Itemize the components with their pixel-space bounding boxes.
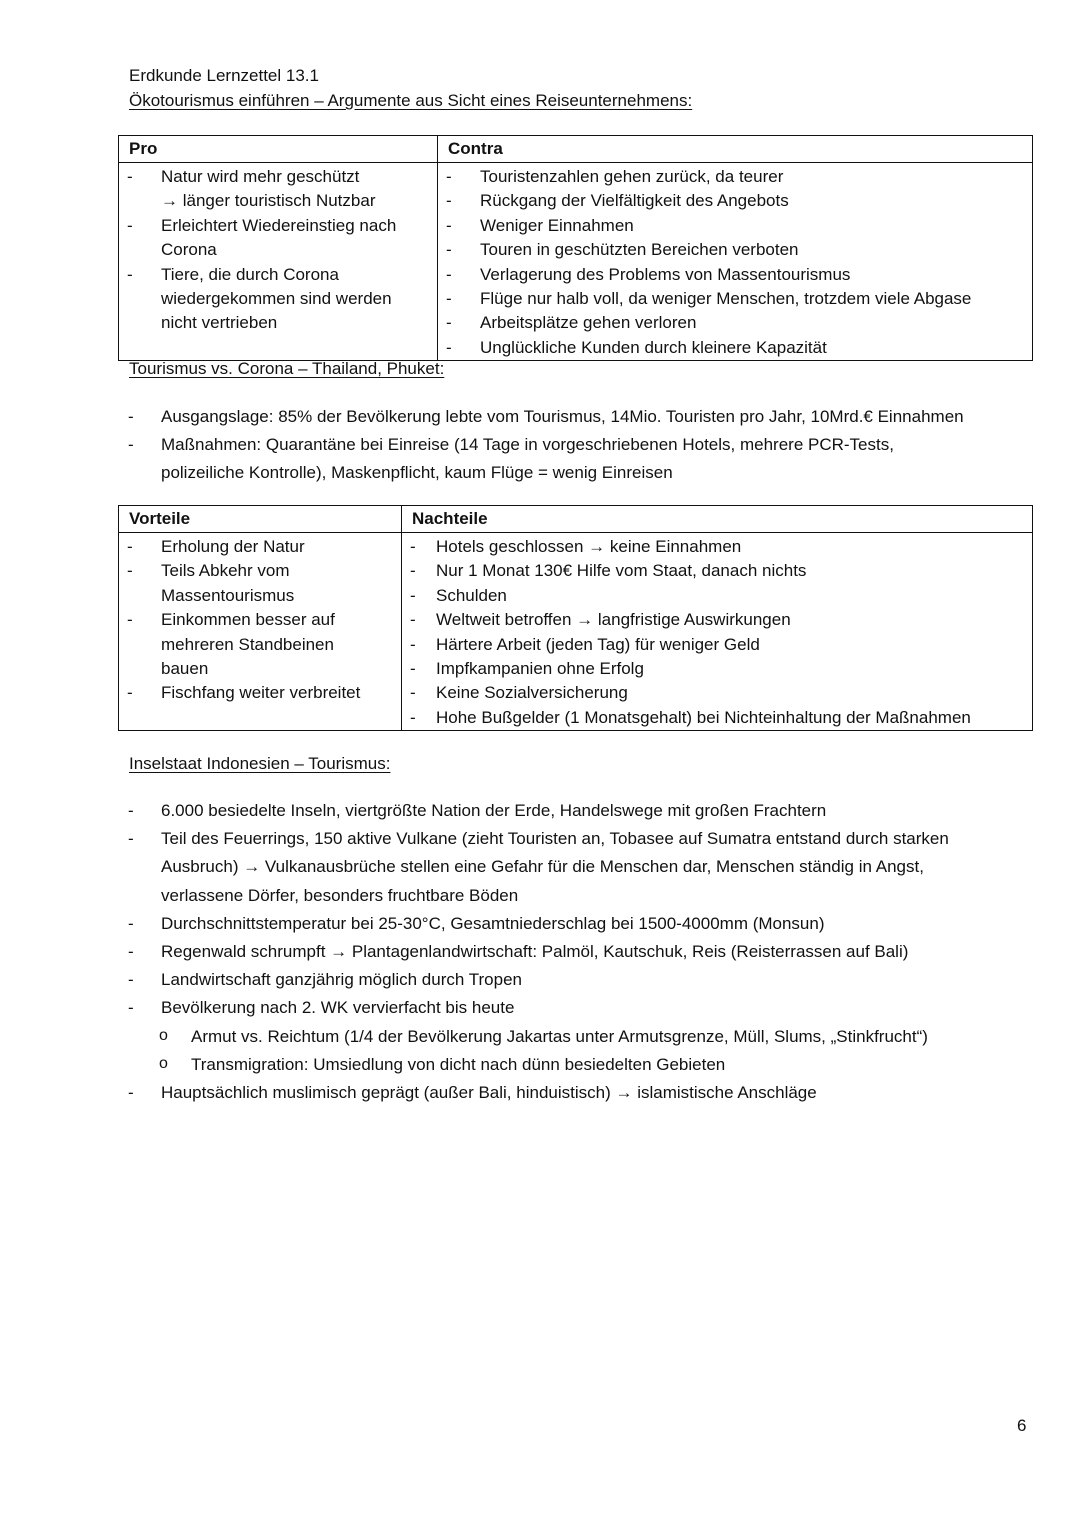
sub-list-item: o Transmigration: Umsiedlung von dicht nach dünn besiedelten Gebieten bbox=[126, 1051, 1046, 1079]
list-item-text: - Maßnahmen: Quarantäne bei Einreise (14 Tage in vorgeschriebenen Hotels, mehrere PCR-Tests, bbox=[161, 435, 894, 455]
list-item: - Touristenzahlen gehen zurück, da teurer bbox=[438, 165, 1032, 189]
list-item-text: - Tiere, die durch Corona bbox=[161, 264, 339, 284]
pro-header: Pro bbox=[119, 136, 438, 163]
list-item: - Unglückliche Kunden durch kleinere Kapazität bbox=[438, 336, 1032, 360]
list-item-text: - Erholung der Natur bbox=[161, 537, 305, 556]
sub-list bbox=[126, 1023, 1046, 1079]
contra-list bbox=[438, 163, 1032, 360]
list-item-text: - Landwirtschaft ganzjährig möglich durch Tropen bbox=[161, 970, 522, 990]
list-item: - Weniger Einnahmen bbox=[438, 214, 1032, 238]
list-item: - Verlagerung des Problems von Massentourismus bbox=[438, 263, 1032, 287]
list-item-text: → länger touristisch Nutzbar bbox=[161, 191, 376, 211]
indonesien-bullets bbox=[126, 797, 1046, 1107]
list-item bbox=[119, 165, 437, 214]
list-item: - Weltweit betroffen → langfristige Auswirkungen bbox=[402, 608, 1032, 632]
list-item: - Rückgang der Vielfältigkeit des Angebots bbox=[438, 189, 1032, 213]
list-item: - Arbeitsplätze gehen verloren bbox=[438, 311, 1032, 335]
list-item-text: - 6.000 besiedelte Inseln, viertgrößte Nation der Erde, Handelswege mit großen Frachtern bbox=[161, 801, 827, 820]
list-item bbox=[119, 559, 401, 608]
list-item bbox=[126, 797, 1046, 825]
list-item-text: - Erleichtert Wiedereinstieg nach bbox=[161, 215, 397, 235]
table-header-row bbox=[119, 506, 1033, 533]
list-item-text: - Teils Abkehr vom bbox=[161, 561, 290, 581]
list-item bbox=[126, 431, 1046, 487]
list-item-text: verlassene Dörfer, besonders fruchtbare Böden bbox=[161, 885, 519, 905]
pro-contra-table bbox=[118, 135, 1033, 361]
pro-cell bbox=[119, 163, 438, 361]
page-number: 6 bbox=[1017, 1416, 1027, 1435]
list-item bbox=[119, 263, 437, 336]
list-item bbox=[126, 938, 1046, 966]
list-item-text: mehreren Standbeinen bbox=[161, 634, 334, 654]
list-item-text: - Fischfang weiter verbreitet bbox=[161, 683, 361, 703]
list-item-text: - Hauptsächlich muslimisch geprägt (außer Bali, hinduistisch) → islamistische Anschläge bbox=[161, 1083, 817, 1103]
vorteile-list bbox=[119, 533, 401, 706]
list-item bbox=[119, 535, 401, 559]
list-item bbox=[126, 910, 1046, 938]
list-item: - Impfkampanien ohne Erfolg bbox=[402, 657, 1032, 681]
list-item: - Hotels geschlossen → keine Einnahmen bbox=[402, 535, 1032, 559]
list-item: - Nur 1 Monat 130€ Hilfe vom Staat, danach nichts bbox=[402, 559, 1032, 583]
list-item-text: - Einkommen besser auf bbox=[161, 610, 335, 630]
list-item-text: polizeiliche Kontrolle), Maskenpflicht, kaum Flüge = wenig Einreisen bbox=[161, 463, 673, 483]
list-item-text: - Regenwald schrumpft → Plantagenlandwirtschaft: Palmöl, Kautschuk, Reis (Reisterrassen auf Bali) bbox=[161, 942, 909, 962]
list-item-text: Ausbruch) → Vulkanausbrüche stellen eine Gefahr für die Menschen dar, Menschen ständig in Angst, bbox=[161, 857, 924, 877]
list-item bbox=[126, 966, 1046, 994]
list-item-text: bauen bbox=[161, 659, 209, 679]
pro-list bbox=[119, 163, 437, 336]
vorteile-cell bbox=[119, 533, 402, 731]
list-item bbox=[126, 825, 1046, 910]
list-item: - Hohe Bußgelder (1 Monatsgehalt) bei Nichteinhaltung der Maßnahmen bbox=[402, 706, 1032, 730]
list-item-text: - Bevölkerung nach 2. WK vervierfacht bis heute bbox=[161, 998, 515, 1018]
nachteile-list bbox=[402, 533, 1032, 730]
list-item bbox=[126, 1079, 1046, 1107]
list-item-text: Corona bbox=[161, 240, 217, 260]
table-body-row bbox=[119, 163, 1033, 361]
list-item bbox=[119, 214, 437, 263]
vorteile-nachteile-table bbox=[118, 505, 1033, 731]
list-item-text: - Ausgangslage: 85% der Bevölkerung lebte vom Tourismus, 14Mio. Touristen pro Jahr, 10Mrd.€ Einnahmen bbox=[161, 407, 964, 426]
contra-header: Contra bbox=[438, 136, 1033, 163]
document-title: Erdkunde Lernzettel 13.1 bbox=[129, 66, 319, 85]
nachteile-cell bbox=[402, 533, 1033, 731]
list-item: - Touren in geschützten Bereichen verboten bbox=[438, 238, 1032, 262]
list-item-text: - Natur wird mehr geschützt bbox=[161, 167, 360, 186]
list-item-text: wiedergekommen sind werden bbox=[161, 289, 392, 309]
list-item bbox=[119, 681, 401, 705]
list-item-text: - Teil des Feuerrings, 150 aktive Vulkane (zieht Touristen an, Tobasee auf Sumatra entstand durch starken bbox=[161, 829, 949, 849]
section-heading-oekotourismus: Ökotourismus einführen – Argumente aus Sicht eines Reiseunternehmens: bbox=[129, 91, 693, 110]
list-item: - Härtere Arbeit (jeden Tag) für weniger Geld bbox=[402, 633, 1032, 657]
list-item-text: - Durchschnittstemperatur bei 25-30°C, Gesamtniederschlag bei 1500-4000mm (Monsun) bbox=[161, 913, 825, 933]
list-item: - Schulden bbox=[402, 584, 1032, 608]
sub-list-item: o Armut vs. Reichtum (1/4 der Bevölkerung Jakartas unter Armutsgrenze, Müll, Slums, „Stinkfrucht“) bbox=[126, 1023, 1046, 1051]
list-item bbox=[126, 994, 1046, 1079]
list-item-text: nicht vertrieben bbox=[161, 313, 278, 333]
thailand-bullets bbox=[126, 403, 1046, 488]
nachteile-header: Nachteile bbox=[402, 506, 1033, 533]
table-body-row bbox=[119, 533, 1033, 731]
section-heading-thailand: Tourismus vs. Corona – Thailand, Phuket: bbox=[129, 359, 445, 378]
list-item: - Keine Sozialversicherung bbox=[402, 681, 1032, 705]
list-item: - Flüge nur halb voll, da weniger Menschen, trotzdem viele Abgase bbox=[438, 287, 1032, 311]
list-item bbox=[126, 403, 1046, 431]
section-heading-indonesien: Inselstaat Indonesien – Tourismus: bbox=[129, 754, 391, 773]
contra-cell bbox=[438, 163, 1033, 361]
list-item-text: Massentourismus bbox=[161, 585, 295, 605]
vorteile-header: Vorteile bbox=[119, 506, 402, 533]
list-item bbox=[119, 608, 401, 681]
table-header-row bbox=[119, 136, 1033, 163]
